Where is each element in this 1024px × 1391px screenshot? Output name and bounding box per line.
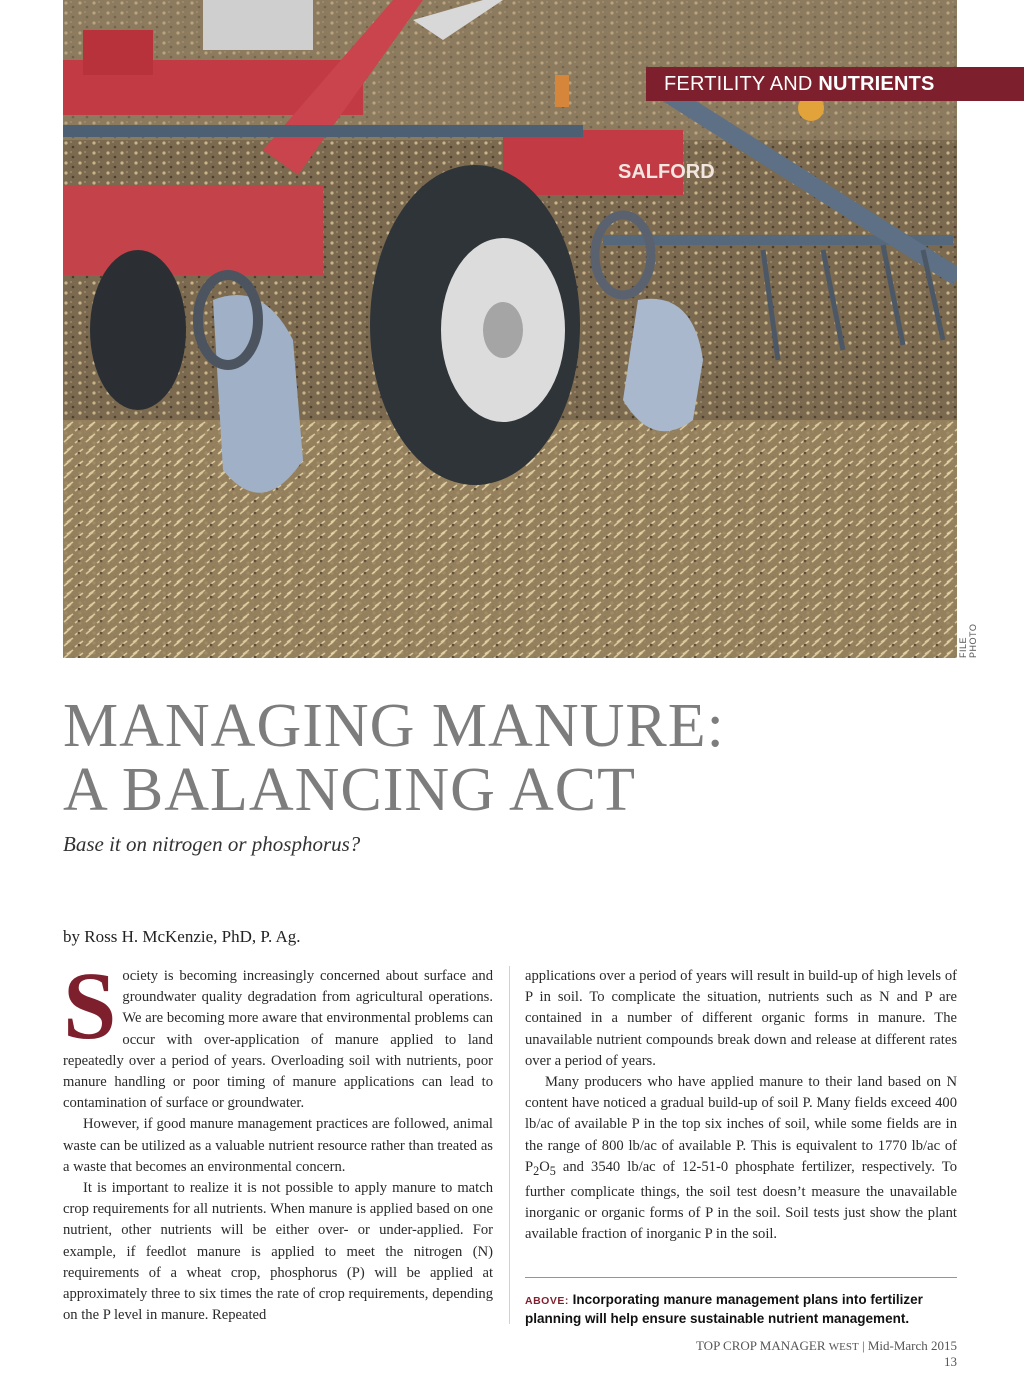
brand-label: SALFORD xyxy=(618,161,715,183)
article-headline xyxy=(63,694,943,822)
section-banner xyxy=(646,67,1024,101)
column-divider xyxy=(509,966,510,1324)
body-column-right xyxy=(525,966,957,1246)
paragraph xyxy=(525,1072,957,1246)
subscript-2: 2 xyxy=(533,1163,540,1178)
paragraph-text: and 3540 lb/ac of 12-51-0 phosphate fertilizer, respectively. To further complicate things, the soil test doesn’t measure the unavailable inorganic or organic forms of P in the soil. Soil tests just show the plant available fraction of inorganic P in the soil. xyxy=(525,1158,957,1243)
paragraph: ociety is becoming increasingly concerned about surface and groundwater quality degradation from agricultural operations. We are becoming more aware that environmental problems can occur with over-application of manure applied to land repeatedly over a period of years. Overloading soil with nutrients, poor manure handling or poor timing of manure applications can lead to contamination of surface or groundwater. xyxy=(63,968,493,1112)
paragraph: However, if good manure management practices are followed, animal waste can be utilized as a valuable nutrient resource rather than treated as a waste that becomes an environmental concern. xyxy=(63,1116,493,1175)
caption-rule xyxy=(525,1277,957,1278)
paragraph: It is important to realize it is not possible to apply manure to match crop requirements for all nutrients. When manure is applied based on one nutrient, other nutrients will be either over- or under-applied. For example, if feedlot manure is applied to meet the nitrogen (N) requirements of a wheat crop, phosphorus (P) will be applied at approximately three to six times the rate of crop requirements, depending on the P level in manure. Repeated xyxy=(63,1180,493,1324)
page-footer xyxy=(682,1338,957,1370)
section-label: FERTILITY AND xyxy=(664,73,819,95)
paragraph: applications over a period of years will result in build-up of high levels of P in soil. To complicate the situation, nutrients such as N and P are contained in a number of different organic forms in manure. The unavailable nutrient compounds break down and release at different rates over a period of years. xyxy=(525,968,957,1069)
subscript-5: 5 xyxy=(549,1163,556,1178)
section-label-emphasis: NUTRIENTS xyxy=(818,73,935,95)
magazine-name: TOP CROP MANAGER xyxy=(695,1338,829,1353)
photo-caption xyxy=(525,1291,957,1327)
magazine-edition: WEST xyxy=(828,1341,859,1353)
body-column-left xyxy=(63,952,493,1326)
paragraph-text: Many producers who have applied manure to their land based on N content have noticed a gradual build-up of soil P. Many fields exceed 400 lb/ac of available P in the top six inches of soil, while some fields are in the range of 800 lb/ac of available P. This is equivalent to 1770 lb/ac of P xyxy=(525,1074,957,1175)
caption-label: ABOVE: xyxy=(525,1295,569,1307)
headline-line-1: MANAGING MANURE: xyxy=(63,692,725,760)
article-byline: by Ross H. McKenzie, PhD, P. Ag. xyxy=(63,927,301,946)
drop-cap: S xyxy=(63,952,117,1059)
photo-credit: FILE PHOTO xyxy=(958,623,978,658)
headline-line-2: A BALANCING ACT xyxy=(63,756,637,824)
issue-and-page: | Mid-March 2015 13 xyxy=(858,1338,957,1369)
article-subtitle: Base it on nitrogen or phosphorus? xyxy=(63,832,361,856)
caption-text: Incorporating manure management plans into fertilizer planning will help ensure sustainable nutrient management. xyxy=(525,1292,923,1326)
oxygen-symbol: O xyxy=(539,1158,550,1175)
